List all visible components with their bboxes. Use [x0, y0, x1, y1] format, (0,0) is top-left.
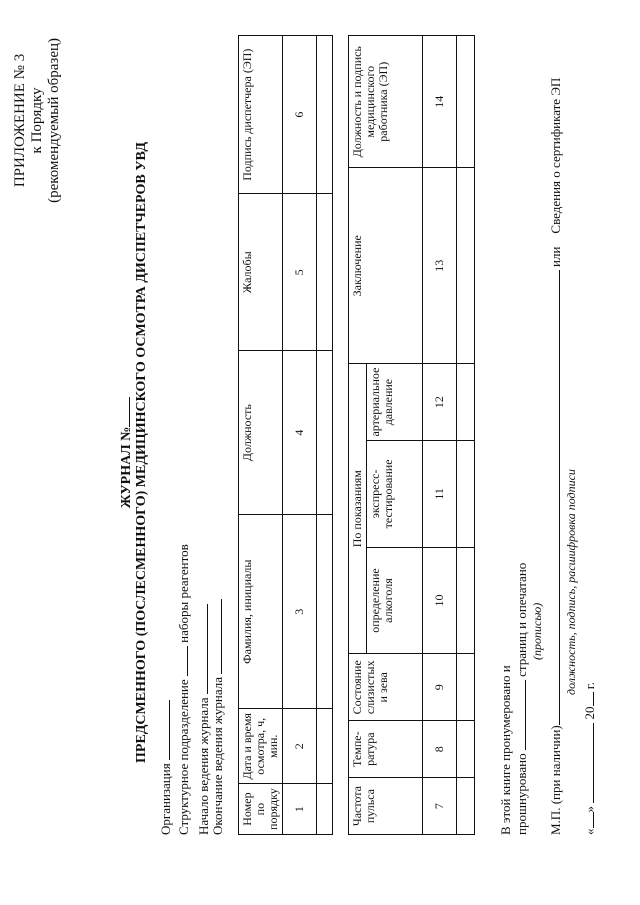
reagents-label: наборы реагентов: [176, 544, 191, 643]
exam-table-part2: [348, 35, 475, 835]
table1-header-row: [239, 36, 283, 835]
footer-or: или: [548, 246, 563, 267]
appendix-number: ПРИЛОЖЕНИЕ № 3: [12, 53, 28, 188]
table2-header-row: [349, 36, 367, 835]
header-medic-signature: Должность и подпись медицинского работника (ЭП): [349, 36, 423, 168]
col-number: 11: [423, 441, 457, 548]
table2-empty-row: [457, 36, 475, 835]
col-number: 5: [283, 194, 317, 351]
col-number: 2: [283, 709, 317, 784]
table1-number-row: [283, 36, 317, 835]
header-indications: По показаниям: [349, 364, 367, 654]
col-number: 13: [423, 168, 457, 364]
footer-signature-caption: должность, подпись, расшифровка подписи: [564, 469, 578, 695]
end-field: Окончание ведения журнала: [210, 599, 226, 835]
footer-line1: В этой книге пронумеровано и: [498, 665, 513, 835]
footer-mp-line: М.П. (при наличии) или Сведения о сертификате ЭП: [548, 77, 563, 835]
appendix-block: [12, 38, 63, 203]
header-position: Должность: [239, 351, 283, 515]
header-conclusion: Заключение: [349, 168, 423, 364]
col-number: 10: [423, 547, 457, 654]
col-number: 1: [283, 784, 317, 835]
col-number: 7: [423, 778, 457, 835]
col-number: 8: [423, 721, 457, 778]
header-complaints: Жалобы: [239, 194, 283, 351]
appendix-reference: к Порядку: [29, 87, 45, 154]
footer-line2: прошнуровано страниц и опечатано: [514, 562, 529, 835]
journal-title: ПРЕДСМЕННОГО (ПОСЛЕСМЕННОГО) МЕДИЦИНСКОГО ОСМОТРА ДИСПЕТЧЕРОВ УВД: [134, 142, 149, 763]
footer-propisyu: (прописью): [530, 602, 544, 660]
division-field: Структурное подразделение наборы реагентов: [176, 544, 191, 835]
col-number: 3: [283, 515, 317, 709]
table2-number-row: [423, 36, 457, 835]
col-number: 12: [423, 364, 457, 441]
appendix-note: (рекомендуемый образец): [46, 38, 62, 203]
table1-empty-row: [317, 36, 333, 835]
col-number: 14: [423, 36, 457, 168]
col-number: 4: [283, 351, 317, 515]
organization-field: Организация: [158, 700, 174, 835]
header-name: Фамилия, инициалы: [239, 515, 283, 709]
subheader-blood-pressure: артериальное давление: [367, 364, 423, 441]
journal-number: ЖУРНАЛ №: [118, 0, 135, 905]
subheader-alcohol: определение алкоголя: [367, 547, 423, 654]
start-field: Начало ведения журнала: [196, 604, 212, 835]
col-number: 9: [423, 654, 457, 721]
header-datetime: Дата и время осмотра, ч, мин.: [239, 709, 283, 784]
header-temperature: Темпе-ратура: [349, 721, 423, 778]
col-number: 6: [283, 36, 317, 194]
footer-date: «» 20 г.: [582, 682, 597, 835]
header-signature: Подпись диспетчера (ЭП): [239, 36, 283, 194]
subheader-express-test: экспресс-тестирование: [367, 441, 423, 548]
exam-table-part1: [238, 35, 333, 835]
header-number: Номер по порядку: [239, 784, 283, 835]
header-pulse: Частота пульса: [349, 778, 423, 835]
header-mucosa: Состояние слизистых и зева: [349, 654, 423, 721]
footer-certificate: Сведения о сертификате ЭП: [548, 77, 563, 234]
